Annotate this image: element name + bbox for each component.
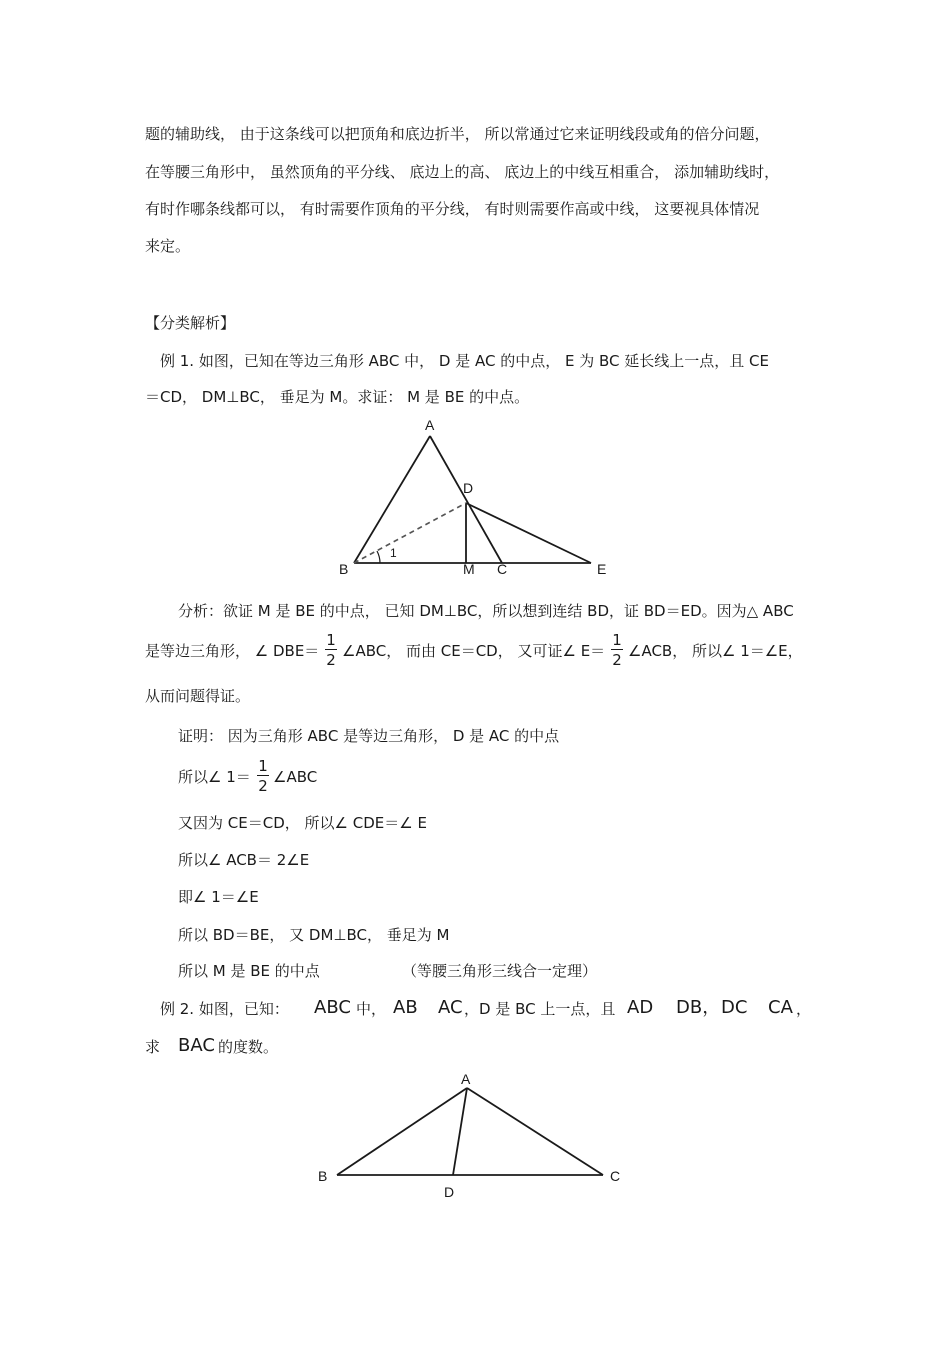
analysis-line-3: 从而问题得证。 bbox=[145, 687, 251, 705]
analysis-line-2a: 是等边三角形， ∠ DBE＝ bbox=[145, 642, 320, 660]
proof-line-2b: ∠ABC bbox=[273, 768, 318, 786]
fraction-numerator: 1 bbox=[326, 631, 336, 649]
fraction-denominator: 2 bbox=[612, 651, 622, 669]
segment-ab-2 bbox=[337, 1088, 467, 1175]
example2-ab: AB bbox=[393, 997, 418, 1018]
example2-line-1k: ， bbox=[796, 1000, 812, 1018]
label-angle-1: 1 bbox=[390, 546, 397, 560]
proof-line-4: 所以∠ ACB＝ 2∠E bbox=[178, 851, 310, 869]
proof-line-7: 所以 M 是 BE 的中点 bbox=[178, 962, 320, 980]
intro-line-3: 有时作哪条线都可以， 有时需要作顶角的平分线， 有时则需要作高或中线， 这要视具体情况 bbox=[145, 200, 760, 218]
proof-line-1: 证明： 因为三角形 ABC 是等边三角形， D 是 AC 的中点 bbox=[178, 727, 560, 745]
label-c: C bbox=[497, 561, 508, 577]
example2-line-2a: 求 bbox=[145, 1038, 161, 1056]
proof-line-6: 所以 BD＝BE， 又 DM⊥BC， 垂足为 M bbox=[178, 926, 450, 944]
label-c-2: C bbox=[610, 1168, 621, 1184]
fraction-denominator: 2 bbox=[326, 651, 336, 669]
example2-line-1a: 例 2. 如图，已知： bbox=[160, 1000, 289, 1018]
label-a-2: A bbox=[461, 1071, 471, 1087]
proof-line-7-note: （等腰三角形三线合一定理） bbox=[402, 962, 598, 980]
fraction-numerator: 1 bbox=[258, 757, 268, 775]
example2-dc: DC bbox=[721, 997, 748, 1018]
label-d-2: D bbox=[444, 1184, 455, 1200]
analysis-line-2b: ∠ABC， 而由 CE＝CD， 又可证∠ E＝ bbox=[342, 642, 606, 660]
label-m: M bbox=[463, 561, 475, 577]
label-b-2: B bbox=[318, 1168, 328, 1184]
fraction-half bbox=[324, 631, 338, 668]
example2-db: DB， bbox=[676, 997, 721, 1018]
section-title: 【分类解析】 bbox=[145, 314, 236, 332]
proof-line-3: 又因为 CE＝CD， 所以∠ CDE＝∠ E bbox=[178, 814, 427, 832]
intro-line-4: 来定。 bbox=[145, 237, 191, 255]
segment-ac-2 bbox=[467, 1088, 603, 1175]
proof-line-5: 即∠ 1＝∠E bbox=[178, 888, 259, 906]
example2-line-1f: ，D 是 BC 上一点，且 bbox=[464, 1000, 616, 1018]
analysis-line-2c: ∠ACB， 所以∠ 1＝∠E， bbox=[628, 642, 803, 660]
segment-ad-2 bbox=[453, 1088, 467, 1175]
label-d: D bbox=[463, 480, 474, 496]
example1-line-2: ＝CD， DM⊥BC， 垂足为 M。求证： M 是 BE 的中点。 bbox=[145, 388, 530, 406]
angle-1-arc bbox=[377, 551, 380, 563]
label-e: E bbox=[597, 561, 607, 577]
fraction-numerator: 1 bbox=[612, 631, 622, 649]
proof-line-2a: 所以∠ 1＝ bbox=[178, 768, 251, 786]
example2-ad: AD bbox=[627, 997, 654, 1018]
label-a: A bbox=[425, 417, 435, 433]
fraction-half bbox=[610, 631, 624, 668]
intro-line-2: 在等腰三角形中， 虽然顶角的平分线、 底边上的高、 底边上的中线互相重合， 添加辅助线时， bbox=[145, 163, 780, 181]
fraction-half bbox=[256, 757, 270, 794]
label-b: B bbox=[339, 561, 349, 577]
analysis-line-1: 分析：欲证 M 是 BE 的中点， 已知 DM⊥BC，所以想到连结 BD，证 BD＝ED。因为△ ABC bbox=[178, 602, 794, 620]
example2-bac: BAC bbox=[178, 1035, 215, 1056]
fraction-denominator: 2 bbox=[258, 777, 268, 795]
example2-triangle-abc: ABC bbox=[314, 997, 351, 1018]
intro-line-1: 题的辅助线， 由于这条线可以把顶角和底边折半， 所以常通过它来证明线段或角的倍分问题， bbox=[145, 125, 770, 143]
example2-ca: CA bbox=[768, 997, 793, 1018]
segment-bd-dashed bbox=[354, 503, 466, 563]
example1-line-1: 例 1. 如图，已知在等边三角形 ABC 中， D 是 AC 的中点， E 为 BC 延长线上一点，且 CE bbox=[160, 352, 770, 370]
example2-line-2c: 的度数。 bbox=[218, 1038, 279, 1056]
segment-ab bbox=[354, 436, 430, 563]
example2-line-1c: 中， bbox=[356, 1000, 387, 1018]
example2-ac: AC bbox=[438, 997, 463, 1018]
